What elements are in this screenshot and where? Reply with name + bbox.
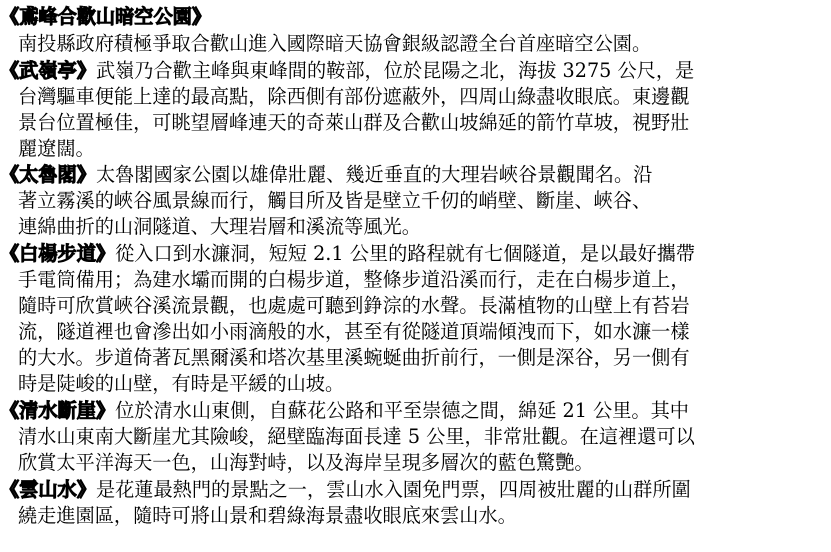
- section-heading-taroko: 《太魯閣》: [0, 163, 96, 186]
- body-text: 連綿曲折的山洞隧道、大理岩層和溪流等風光。: [18, 215, 421, 238]
- body-text: 位於清水山東側，自蘇花公路和平至崇德之間，綿延 21 公里。其中: [115, 399, 689, 422]
- text-line-12: [0, 319, 831, 345]
- body-text: 景台位置極佳，可眺望層峰連天的奇萊山群及合歡山坡綿延的箭竹草坡，視野壯: [18, 111, 690, 134]
- document-title: [0, 4, 831, 30]
- text-line-7: [0, 188, 831, 214]
- section-heading-wuling: 《武嶺亭》: [0, 59, 96, 82]
- section-heading-line-qingshui: [0, 398, 831, 424]
- section-heading-line-yunshanshui: [0, 477, 831, 503]
- title-heading: 《鳶峰合歡山暗空公園》: [0, 5, 212, 28]
- section-heading-yunshanshui: 《雲山水》: [0, 478, 96, 501]
- section-heading-line-baiyang: [0, 241, 831, 267]
- text-line-14: [0, 371, 831, 397]
- text-line-16: [0, 424, 831, 450]
- body-text: 台灣驅車便能上達的最高點，除西側有部份遮蔽外，四周山綠盡收眼底。東邊觀: [18, 85, 690, 108]
- body-text: 著立霧溪的峽谷風景線而行，觸目所及皆是壁立千仞的峭壁、斷崖、峽谷、: [18, 189, 652, 212]
- body-text: 從入口到水濂洞，短短 2.1 公里的路程就有七個隧道，是以最好攜帶: [115, 242, 696, 265]
- text-line-5: [0, 136, 831, 162]
- body-text: 南投縣政府積極爭取合歡山進入國際暗天協會銀級認證全台首座暗空公園。: [18, 32, 652, 55]
- body-text: 的大水。步道倚著瓦黑爾溪和塔次基里溪蜿蜒曲折前行，一側是深谷，另一側有: [18, 346, 690, 369]
- text-line-13: [0, 345, 831, 371]
- text-line-17: [0, 450, 831, 476]
- body-text: 繞走進園區，隨時可將山景和碧綠海景盡收眼底來雲山水。: [18, 504, 517, 527]
- body-text: 時是陡峻的山壁，有時是平緩的山坡。: [18, 372, 345, 395]
- body-text: 隨時可欣賞峽谷溪流景觀，也處處可聽到錚淙的水聲。長滿植物的山壁上有苔岩: [18, 294, 690, 317]
- body-text: 武嶺乃合歡主峰與東峰間的鞍部，位於昆陽之北，海拔 3275 公尺，是: [95, 59, 695, 82]
- text-line-4: [0, 110, 831, 136]
- section-heading-line-taroko: [0, 162, 831, 188]
- text-line-11: [0, 293, 831, 319]
- body-text: 欣賞太平洋海天一色，山海對峙，以及海岸呈現多層次的藍色驚艷。: [18, 451, 594, 474]
- body-text: 手電筒備用；為建水壩而開的白楊步道，整條步道沿溪而行，走在白楊步道上，: [18, 268, 690, 291]
- body-text: 太魯閣國家公園以雄偉壯麗、幾近垂直的大理岩峽谷景觀聞名。沿: [95, 163, 653, 186]
- section-heading-baiyang: 《白楊步道》: [0, 242, 116, 265]
- body-text: 麗遼闊。: [18, 137, 95, 160]
- body-text: 清水山東南大斷崖尤其險峻，絕壁臨海面長達 5 公里，非常壯觀。在這裡還可以: [18, 425, 695, 448]
- body-text: 流，隧道裡也會滲出如小雨滴般的水，甚至有從隧道頂端傾洩而下，如水濂一樣: [18, 320, 690, 343]
- body-text: 是花蓮最熱門的景點之一，雲山水入園免門票，四周被壯麗的山群所圍: [95, 478, 691, 501]
- text-line-8: [0, 214, 831, 240]
- text-line-3: [0, 84, 831, 110]
- section-heading-line-wuling: [0, 58, 831, 84]
- text-line-10: [0, 267, 831, 293]
- text-line-19: [0, 503, 831, 529]
- section-heading-qingshui: 《清水斷崖》: [0, 399, 116, 422]
- text-line-1: [0, 31, 831, 57]
